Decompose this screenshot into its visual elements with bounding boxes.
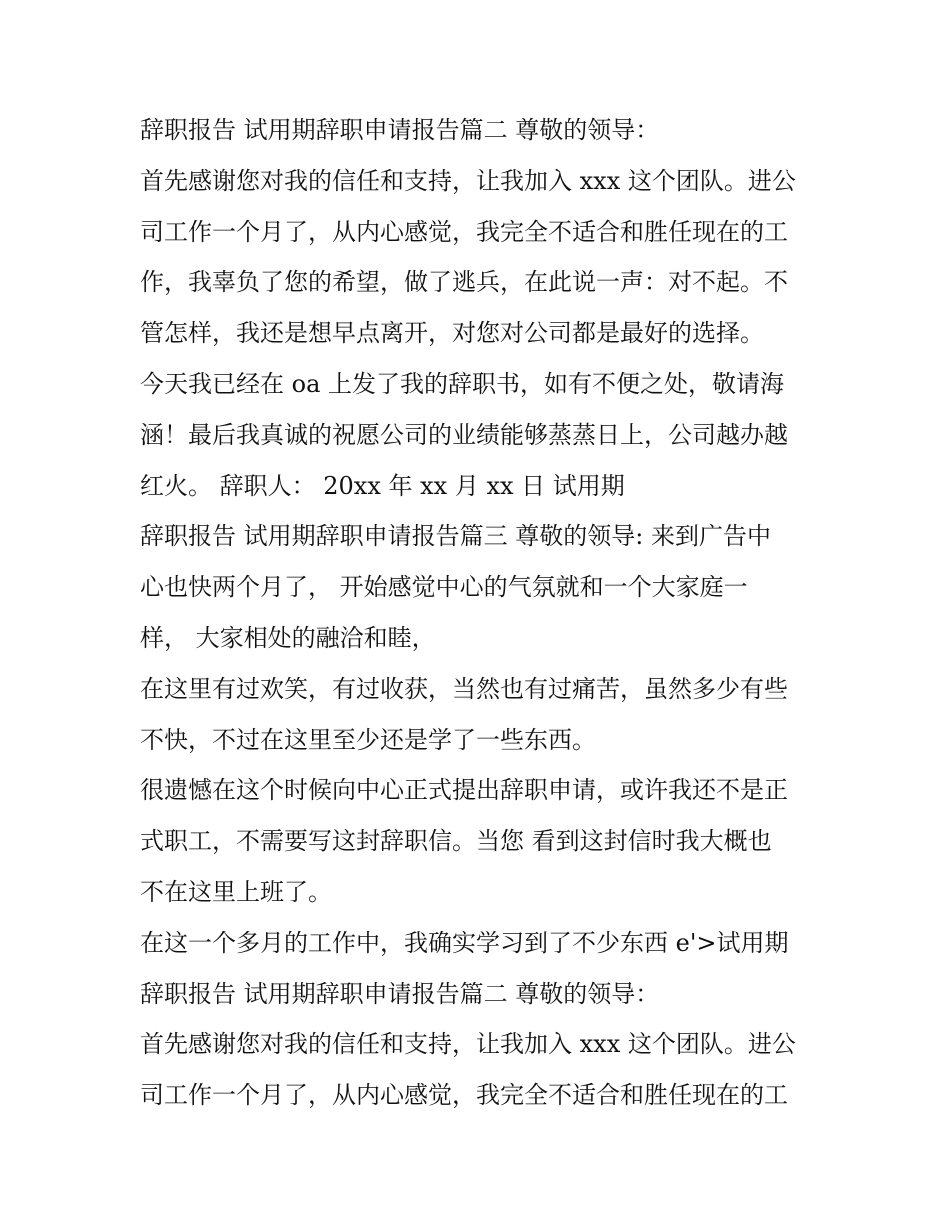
text-line: 辞职报告 试用期辞职申请报告篇三 尊敬的领导: 来到广告中 <box>140 522 771 551</box>
document-body <box>140 105 820 1121</box>
text-line: 管怎样，我还是想早点离开，对您对公司都是最好的选择。 <box>140 319 764 348</box>
text-line: 很遗憾在这个时候向中心正式提出辞职申请，或许我还不是正 <box>140 776 788 805</box>
text-line: 涵！最后我真诚的祝愿公司的业绩能够蒸蒸日上，公司越办越 <box>140 420 788 449</box>
text-line: 样， 大家相处的融洽和睦， <box>140 623 436 652</box>
text-line: 心也快两个月了， 开始感觉中心的气氛就和一个大家庭一 <box>140 573 748 602</box>
text-line: 不在这里上班了。 <box>140 877 332 906</box>
text-line: 今天我已经在 oa 上发了我的辞职书，如有不便之处，敬请海 <box>140 369 785 398</box>
text-line: 不快，不过在这里至少还是学了一些东西。 <box>140 725 596 754</box>
text-line: 辞职报告 试用期辞职申请报告篇二 尊敬的领导： <box>140 979 660 1008</box>
text-line: 首先感谢您对我的信任和支持，让我加入 xxx 这个团队。进公 <box>140 1030 796 1059</box>
text-line: 司工作一个月了，从内心感觉，我完全不适合和胜任现在的工 <box>140 1081 788 1110</box>
text-line: 式职工，不需要写这封辞职信。当您 看到这封信时我大概也 <box>140 827 772 856</box>
text-line: 作，我辜负了您的希望，做了逃兵，在此说一声：对不起。不 <box>140 268 788 297</box>
text-line: 司工作一个月了，从内心感觉，我完全不适合和胜任现在的工 <box>140 217 788 246</box>
text-line: 在这一个多月的工作中，我确实学习到了不少东西 e'>试用期 <box>140 928 789 957</box>
text-line: 辞职报告 试用期辞职申请报告篇二 尊敬的领导： <box>140 116 660 144</box>
text-line: 首先感谢您对我的信任和支持，让我加入 xxx 这个团队。进公 <box>140 166 796 195</box>
text-line: 在这里有过欢笑，有过收获，当然也有过痛苦，虽然多少有些 <box>140 674 788 703</box>
text-line: 红火。 辞职人： 20xx 年 xx 月 xx 日 试用期 <box>140 471 625 500</box>
